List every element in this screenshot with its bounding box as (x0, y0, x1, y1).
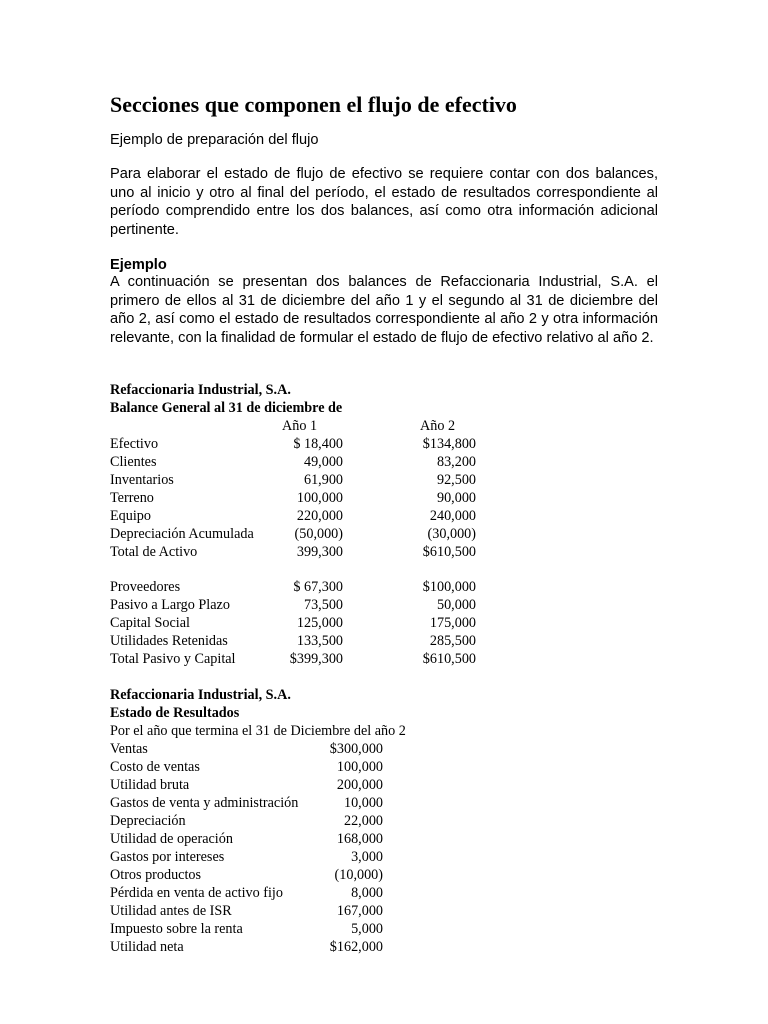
column-header-year-1: Año 1 (282, 418, 318, 434)
row-label: Total de Activo (110, 544, 198, 560)
row-label: Capital Social (110, 615, 190, 631)
table-row-total (0, 938, 768, 956)
row-label: Utilidad neta (110, 939, 184, 955)
row-amount: 200,000 (336, 777, 383, 793)
table-row (0, 614, 768, 632)
balance-column-headers (0, 417, 768, 435)
row-label: Efectivo (110, 436, 159, 452)
example-heading: Ejemplo (110, 257, 167, 273)
row-label: Costo de ventas (110, 759, 200, 775)
row-amount: 5,000 (351, 921, 383, 937)
table-row (0, 471, 768, 489)
value-year-2: 83,200 (436, 454, 476, 470)
table-row (0, 848, 768, 866)
row-label: Clientes (110, 454, 157, 470)
value-year-2: 50,000 (436, 597, 476, 613)
table-row (0, 866, 768, 884)
row-label: Ventas (110, 741, 148, 757)
income-company: Refaccionaria Industrial, S.A. (110, 687, 291, 703)
row-label: Utilidades Retenidas (110, 633, 228, 649)
row-label: Gastos de venta y administración (110, 795, 299, 811)
row-label: Pasivo a Largo Plazo (110, 597, 230, 613)
row-label: Terreno (110, 490, 154, 506)
value-year-2: $100,000 (422, 579, 476, 595)
row-label: Depreciación Acumulada (110, 526, 254, 542)
value-year-2: $610,500 (422, 544, 476, 560)
row-amount: 100,000 (336, 759, 383, 775)
row-label: Utilidad de operación (110, 831, 233, 847)
income-period (0, 722, 768, 740)
value-year-1: 49,000 (303, 454, 343, 470)
row-label: Inventarios (110, 472, 174, 488)
row-amount: $162,000 (329, 939, 383, 955)
row-label: Depreciación (110, 813, 186, 829)
table-row (0, 578, 768, 596)
value-year-2: 285,500 (429, 633, 476, 649)
row-amount: 22,000 (343, 813, 383, 829)
row-label: Pérdida en venta de activo fijo (110, 885, 283, 901)
income-heading: Estado de Resultados (110, 705, 240, 721)
table-row (0, 794, 768, 812)
table-row (0, 596, 768, 614)
row-label: Proveedores (110, 579, 181, 595)
row-label: Utilidad bruta (110, 777, 190, 793)
table-row (0, 632, 768, 650)
row-amount: (10,000) (334, 867, 383, 883)
row-label: Otros productos (110, 867, 202, 883)
table-row (0, 489, 768, 507)
row-amount: 168,000 (336, 831, 383, 847)
balance-heading: Balance General al 31 de diciembre de (110, 400, 343, 416)
value-year-2: 240,000 (429, 508, 476, 524)
row-label: Total Pasivo y Capital (110, 651, 236, 667)
value-year-1: 61,900 (303, 472, 343, 488)
row-label: Gastos por intereses (110, 849, 225, 865)
value-year-1: 133,500 (296, 633, 343, 649)
table-row-total (0, 650, 768, 668)
intro-paragraph: Para elaborar el estado de flujo de efectivo se requiere contar con dos balances, uno al inicio y otro al final del período, el estado de resultados correspondiente al período comprendido entre los dos balances, así como otra información adicional pertinente. (110, 166, 658, 238)
row-amount: 167,000 (336, 903, 383, 919)
value-year-1: 220,000 (296, 508, 343, 524)
table-row (0, 525, 768, 543)
value-year-2: 175,000 (429, 615, 476, 631)
row-amount: 8,000 (351, 885, 383, 901)
table-row (0, 884, 768, 902)
value-year-2: $134,800 (422, 436, 476, 452)
column-header-year-2: Año 2 (420, 418, 456, 434)
value-year-1: 73,500 (303, 597, 343, 613)
row-amount: $300,000 (329, 741, 383, 757)
row-amount: 3,000 (351, 849, 383, 865)
row-label: Utilidad antes de ISR (110, 903, 232, 919)
table-row (0, 830, 768, 848)
value-year-2: (30,000) (427, 526, 476, 542)
value-year-1: $ 67,300 (293, 579, 343, 595)
value-year-1: 125,000 (296, 615, 343, 631)
value-year-1: (50,000) (294, 526, 343, 542)
document-title: Secciones que componen el flujo de efectivo (110, 92, 517, 117)
table-row (0, 435, 768, 453)
value-year-2: 90,000 (436, 490, 476, 506)
period-label: Por el año que termina el 31 de Diciembre del año 2 (110, 723, 406, 739)
table-row (0, 902, 768, 920)
row-label: Impuesto sobre la renta (110, 921, 243, 937)
table-row (0, 776, 768, 794)
example-paragraph: A continuación se presentan dos balances de Refaccionaria Industrial, S.A. el primero de ellos al 31 de diciembre del año 1 y el segundo al 31 de diciembre del año 2, así como el estado de resultados correspondiente al año 2 y otra información relevante, con la finalidad de formular el estado de flujo de efectivo relativo al año 2. (110, 274, 658, 346)
value-year-1: 399,300 (296, 544, 343, 560)
value-year-1: 100,000 (296, 490, 343, 506)
table-row (0, 812, 768, 830)
table-row (0, 507, 768, 525)
table-row (0, 758, 768, 776)
table-row (0, 453, 768, 471)
value-year-2: 92,500 (436, 472, 476, 488)
value-year-1: $ 18,400 (293, 436, 343, 452)
table-row (0, 920, 768, 938)
row-amount: 10,000 (343, 795, 383, 811)
table-row (0, 740, 768, 758)
balance-company: Refaccionaria Industrial, S.A. (110, 382, 291, 398)
value-year-1: $399,300 (289, 651, 343, 667)
document-subtitle: Ejemplo de preparación del flujo (110, 132, 319, 148)
row-label: Equipo (110, 508, 151, 524)
value-year-2: $610,500 (422, 651, 476, 667)
table-row-total (0, 543, 768, 561)
